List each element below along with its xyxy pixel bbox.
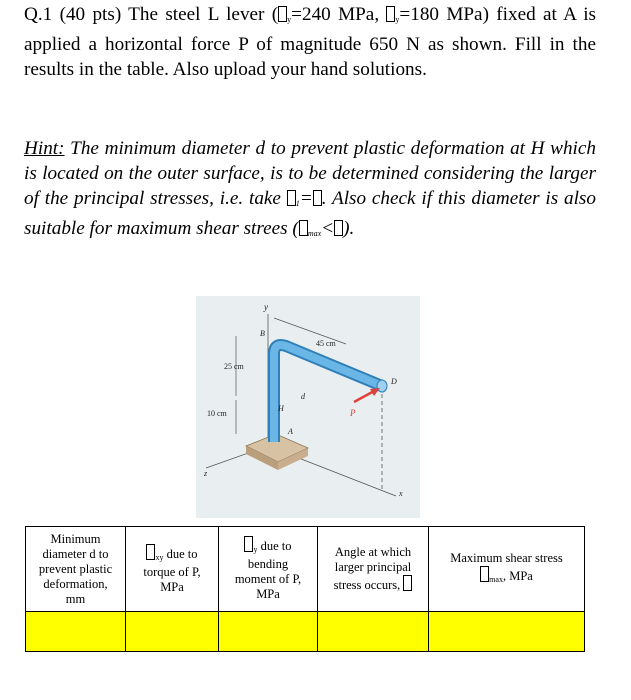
answer-angle[interactable] [318,612,429,652]
label-y: y [264,302,268,312]
figure-background [196,296,420,518]
answer-max-shear[interactable] [429,612,585,652]
sigma-y-icon [313,190,322,206]
sigma-y-subscript: y [287,15,292,24]
header-max-shear: Maximum shear stress $_{max}$, MPa [429,527,585,612]
hint-label: Hint: [24,138,65,159]
header-sigma-y: $_y$ due to bending moment of P, MPa [219,527,318,612]
table-header-row [26,527,585,612]
label-45cm: 45 cm [316,339,336,348]
theta-icon [403,575,412,591]
sigma-1-icon [287,190,296,206]
pipe-end-d [377,380,387,392]
answer-tau-xy[interactable] [126,612,219,652]
label-p: P [350,408,356,418]
label-b: B [260,329,265,338]
label-z: z [204,469,208,478]
tau-max-header-icon [480,566,489,582]
header-tau-xy: $_{xy}$ due to torque of P, MPa [126,527,219,612]
header-min-diameter: Minimum diameter d to prevent plastic deformation, mm [26,527,126,612]
answer-sigma-y[interactable] [219,612,318,652]
tau-max-icon [299,220,308,236]
question-label: Q.1 [24,4,53,25]
label-diameter: d [301,392,305,401]
label-x: x [399,489,403,498]
answer-row [26,612,585,652]
question-text: Q.1 (40 pts) The steel L lever ( $_y$=240 MPa, $_y$=180 MPa) fixed at A is applied a horizontal force P of magnitude 650 N as shown. Fill in the results in the table. Also upload your hand solutions. [24,4,596,80]
l-lever-figure [196,296,420,518]
hint-text: Hint: The minimum diameter d to prevent plastic deformation at H which is located on the outer surface, is to be determined considering the larger of the principal stresses, i.e. take $_1$= . Also check if this diameter is also suitable for maximum shear strees ( $_{max}$< ). [24,138,596,239]
label-a: A [288,427,293,436]
tau-y-icon [334,220,343,236]
sigma-symbol-icon [278,6,287,22]
tau-y-subscript: y [395,15,400,24]
label-25cm: 25 cm [224,362,244,371]
label-d-point: D [391,377,397,386]
answer-min-diameter[interactable] [26,612,126,652]
label-h: H [278,404,284,413]
results-table [25,526,585,652]
header-angle: Angle at which larger principal stress occurs, [318,527,429,612]
sigma-1-subscript: 1 [295,199,300,208]
label-10cm: 10 cm [207,409,227,418]
